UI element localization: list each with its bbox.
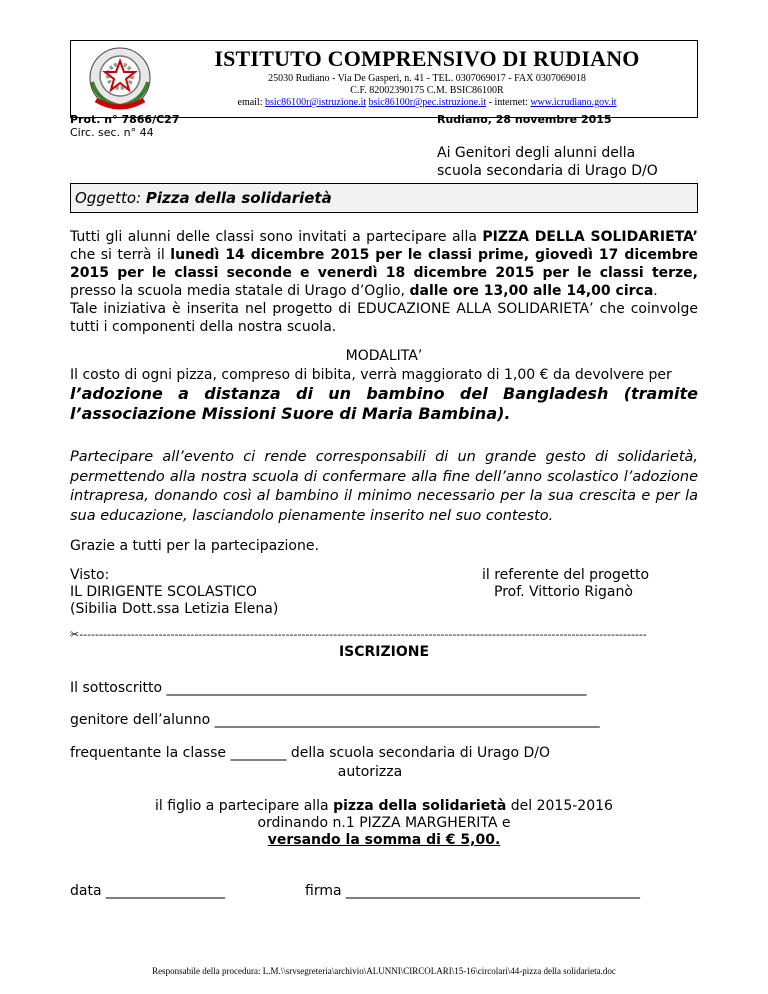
event-time: dalle ore 13,00 alle 14,00 circa xyxy=(409,283,654,299)
paragraph-cost: Il costo di ogni pizza, compreso di bibita, verrà maggiorato di 1,00 € da devolvere per xyxy=(70,367,672,383)
internet-label: - internet: xyxy=(488,97,528,108)
event-dates: lunedì 14 dicembre 2015 per le classi prime, giovedì 17 dicembre 2015 per le classi seconde e venerdì 18 dicembre 2015 per le classi terze, xyxy=(70,247,698,281)
subject-label: Oggetto: xyxy=(75,189,142,207)
subject-value: Pizza della solidarietà xyxy=(145,189,332,207)
subject-box xyxy=(70,183,698,213)
modalita-heading: MODALITA’ xyxy=(345,348,423,364)
authorization-year: del 2015-2016 xyxy=(506,798,613,814)
field-genitore: genitore dell’alunno _______________________________________________________ xyxy=(70,712,600,728)
footer-path: Responsabile della procedura: L.M.\\srvsegreteria\archivio\ALUNNI\CIRCOLARI\15-16\circolari\44-pizza della solidarieta.doc xyxy=(152,966,616,976)
invite-location: presso la scuola media statale di Urago d’Oglio, xyxy=(70,283,410,299)
protocol-number: Prot. n° 7866/C27 xyxy=(70,113,180,126)
signature-dirigente-title: IL DIRIGENTE SCOLASTICO xyxy=(70,584,257,600)
invite-end: . xyxy=(653,283,658,299)
signature-visto: Visto: xyxy=(70,567,110,583)
paragraph-invitation xyxy=(70,228,698,300)
school-contacts xyxy=(162,97,692,108)
school-name: ISTITUTO COMPRENSIVO DI RUDIANO xyxy=(214,46,640,71)
website-link[interactable]: www.icrudiano.gov.it xyxy=(530,97,617,108)
paragraph-initiative: Tale iniziativa è inserita nel progetto di EDUCAZIONE ALLA SOLIDARIETA’ che coinvolge tutti i componenti della nostra scuola. xyxy=(70,301,698,335)
signature-referente-title: il referente del progetto xyxy=(482,567,650,583)
document-date: Rudiano, 28 novembre 2015 xyxy=(437,113,612,126)
invite-text: Tutti gli alunni delle classi sono invitati a partecipare alla xyxy=(70,229,483,245)
email-link-2[interactable]: bsic86100r@pec.istruzione.it xyxy=(368,97,487,108)
invite-text-2: che si terrà il xyxy=(70,247,171,263)
school-address: 25030 Rudiano - Via De Gasperi, n. 41 - TEL. 0307069017 - FAX 0307069018 xyxy=(268,73,586,84)
circular-number: Circ. sec. n° 44 xyxy=(70,126,154,139)
authorization-event: pizza della solidarietà xyxy=(333,798,507,814)
field-sottoscritto: Il sottoscritto ____________________________________________________________ xyxy=(70,680,587,696)
payment-line: versando la somma di € 5,00. xyxy=(267,832,501,848)
autorizza-label: autorizza xyxy=(337,764,403,780)
form-title: ISCRIZIONE xyxy=(338,644,430,660)
italian-republic-emblem xyxy=(78,42,162,116)
field-classe: frequentante la classe ________ della scuola secondaria di Urago D/O xyxy=(70,745,550,761)
email-link-1[interactable]: bsic86100r@istruzione.it xyxy=(265,97,367,108)
order-line: ordinando n.1 PIZZA MARGHERITA e xyxy=(257,815,511,831)
authorization-text: il figlio a partecipare alla xyxy=(155,798,334,814)
school-codes: C.F. 82002390175 C.M. BSIC86100R xyxy=(350,85,504,96)
thanks-line: Grazie a tutti per la partecipazione. xyxy=(70,538,319,554)
paragraph-adoption: l’adozione a distanza di un bambino del Bangladesh (tramite l’associazione Missioni Suore di Maria Bambina). xyxy=(70,384,698,423)
paragraph-participation: Partecipare all’evento ci rende corresponsabili di un grande gesto di solidarietà, permettendo alla nostra scuola di confermare alla fine dell’anno scolastico l’adozione intrapresa, donando così al bambino il minimo necessario per la sua crescita e per la sua educazione, lasciandolo pienamente inserito nel suo contesto. xyxy=(70,449,698,524)
email-label: email: xyxy=(237,97,263,108)
recipient-line-1: Ai Genitori degli alunni della xyxy=(437,145,636,161)
authorization-line xyxy=(70,798,698,814)
field-firma: firma __________________________________________ xyxy=(305,883,640,899)
field-data: data _________________ xyxy=(70,883,225,899)
recipient-line-2: scuola secondaria di Urago D/O xyxy=(437,163,658,179)
signature-dirigente-name: (Sibilia Dott.ssa Letizia Elena) xyxy=(70,601,279,617)
event-name: PIZZA DELLA SOLIDARIETA’ xyxy=(482,229,698,245)
signature-referente-name: Prof. Vittorio Riganò xyxy=(494,584,633,600)
cut-line: ✂----------------------------------------------------------------------------------------------------------------------------------------------- xyxy=(70,628,647,641)
